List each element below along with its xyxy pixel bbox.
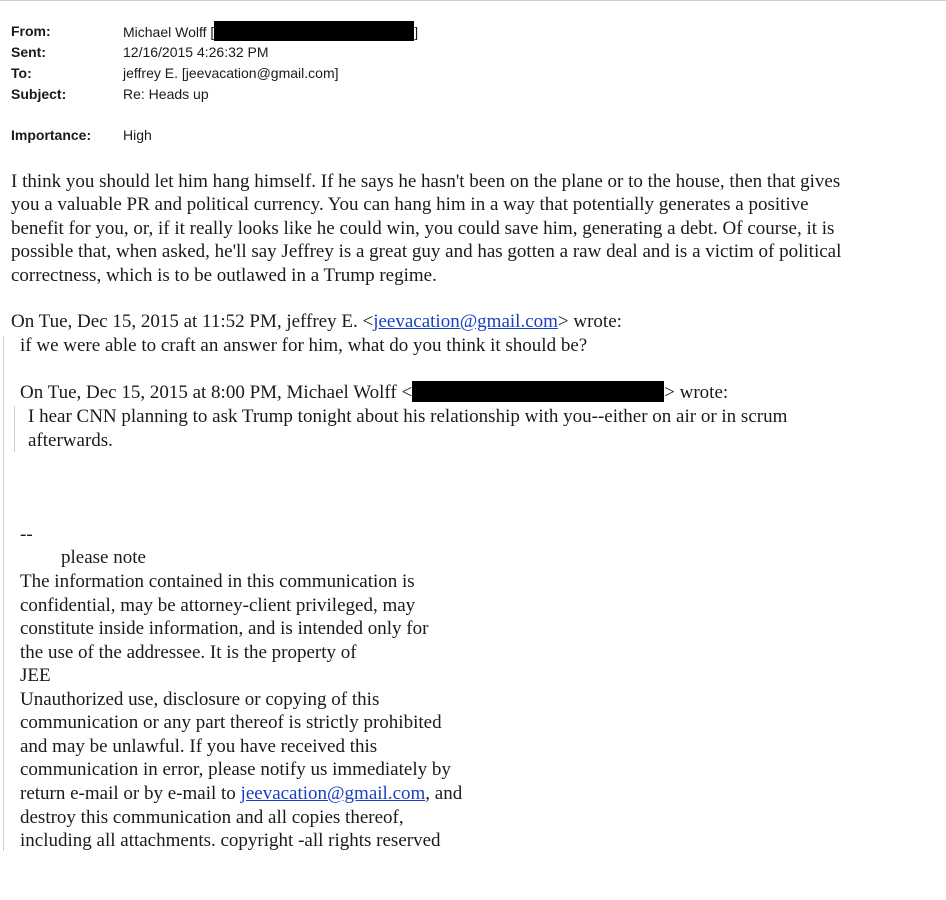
redaction-block <box>412 381 664 402</box>
disclaimer-line: confidential, may be attorney-client privileged, may <box>20 595 416 616</box>
disclaimer-line: communication or any part thereof is strictly prohibited <box>20 712 442 733</box>
disclaimer-line: including all attachments. copyright -all rights reserved <box>20 830 441 851</box>
disclaimer-line: the use of the addressee. It is the property of <box>20 642 357 663</box>
email-body <box>11 170 921 287</box>
disclaimer-line <box>20 782 462 805</box>
body-line: correctness, which is to be outlawed in a Trump regime. <box>11 264 437 286</box>
signature-separator: -- <box>20 524 33 545</box>
from-value <box>123 21 418 43</box>
disclaimer-line: JEE <box>20 665 51 686</box>
email-header <box>11 21 911 161</box>
subject-label: Subject: <box>11 86 67 102</box>
top-rule <box>0 0 946 1</box>
sent-value: 12/16/2015 4:26:32 PM <box>123 44 269 60</box>
body-line: I think you should let him hang himself. If he says he hasn't been on the plane or to the house, then that gives <box>11 171 841 192</box>
to-label: To: <box>11 65 32 81</box>
quote1-attribution-suffix: > wrote: <box>557 311 622 332</box>
quote1-attribution <box>11 310 622 333</box>
from-bracket: ] <box>414 24 419 40</box>
to-value: jeffrey E. [jeevacation@gmail.com] <box>123 65 339 81</box>
disclaimer-line: Unauthorized use, disclosure or copying of this <box>20 689 380 710</box>
quote1-email-link[interactable]: jeevacation@gmail.com <box>373 311 558 332</box>
body-line: possible that, when asked, he'll say Jeffrey is a great guy and has gotten a raw deal and is a victim of political <box>11 241 842 263</box>
body-line: benefit for you, or, if it really looks like he could win, you could save him, generating a debt. Of course, it is <box>11 217 835 239</box>
disclaimer-line-suffix: , and <box>425 783 463 804</box>
subject-value: Re: Heads up <box>123 86 209 102</box>
importance-value: High <box>123 127 152 143</box>
from-name: Michael Wolff [ <box>123 24 215 40</box>
disclaimer-line: The information contained in this communication is <box>20 571 415 592</box>
importance-label: Importance: <box>11 127 92 143</box>
sent-label: Sent: <box>11 44 46 60</box>
quote1-border <box>3 336 4 851</box>
disclaimer-line: and may be unlawful. If you have received this <box>20 736 378 757</box>
quote2-line: I hear CNN planning to ask Trump tonight about his relationship with you--either on air or in scrum <box>28 406 788 427</box>
body-line: you a valuable PR and political currency. You can hang him in a way that potentially generates a positive <box>11 194 809 216</box>
quote2-attribution <box>20 381 728 404</box>
quote2-attribution-suffix: > wrote: <box>664 382 729 403</box>
disclaimer-line-prefix: return e-mail or by e-mail to <box>20 783 241 804</box>
quote2-line: afterwards. <box>28 430 113 451</box>
disclaimer-line: constitute inside information, and is intended only for <box>20 618 429 639</box>
from-label: From: <box>11 23 51 39</box>
quote1-text: if we were able to craft an answer for him, what do you think it should be? <box>20 335 588 356</box>
redaction-block <box>214 21 414 41</box>
quote2-border <box>14 406 15 452</box>
disclaimer-line: communication in error, please notify us immediately by <box>20 759 451 780</box>
quote1-attribution-prefix: On Tue, Dec 15, 2015 at 11:52 PM, jeffrey E. < <box>11 311 374 332</box>
disclaimer-line: destroy this communication and all copies thereof, <box>20 807 404 828</box>
quote2-attribution-prefix: On Tue, Dec 15, 2015 at 8:00 PM, Michael Wolff < <box>20 382 413 403</box>
please-note: please note <box>61 547 146 568</box>
disclaimer-email-link[interactable]: jeevacation@gmail.com <box>240 783 426 804</box>
